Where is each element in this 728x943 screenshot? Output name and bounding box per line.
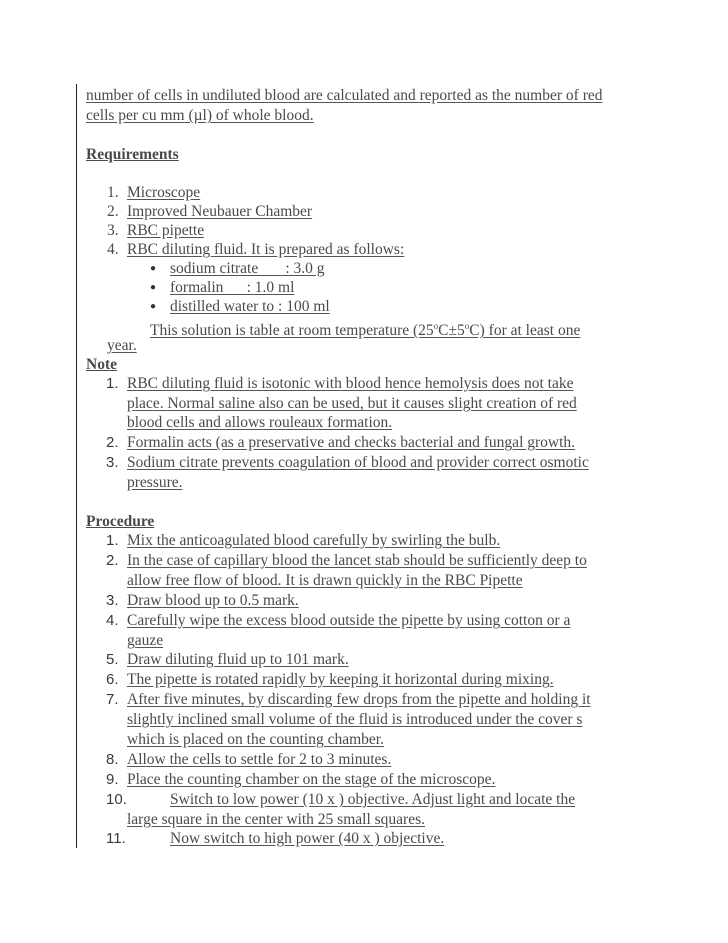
procedure-step: [106, 671, 554, 689]
procedure-step: [106, 612, 570, 630]
stability-text-a: This solution is table at room temperature (25: [150, 322, 434, 340]
bullet-text: distilled water to : 100 ml: [170, 298, 330, 315]
procedure-step-text: After five minutes, by discarding few drops from the pipette and holding it: [127, 691, 591, 708]
note-item: [106, 375, 573, 393]
note-item-text: blood cells and allows rouleaux formation.: [127, 414, 393, 431]
procedure-step-text: Draw diluting fluid up to 101 mark.: [127, 651, 349, 668]
bullet-item: [150, 298, 330, 316]
requirements-item-number: 3.: [107, 222, 119, 239]
requirements-item: [107, 184, 200, 202]
note-item-number: 3.: [106, 454, 119, 471]
bullet-text: formalin : 1.0 ml: [170, 279, 295, 296]
procedure-step-text: large square in the center with 25 small squares.: [127, 811, 425, 828]
procedure-step-number: 7.: [106, 691, 119, 708]
procedure-step-number: 3.: [106, 592, 119, 609]
bullet-text: sodium citrate : 3.0 g: [170, 260, 325, 277]
procedure-step-text: which is placed on the counting chamber.: [127, 731, 384, 748]
procedure-step-number: 1.: [106, 532, 119, 549]
requirements-item-number: 4.: [107, 241, 119, 258]
stability-text-b: C±5: [438, 322, 465, 340]
procedure-step-text: Allow the cells to settle for 2 to 3 minutes.: [127, 751, 392, 768]
procedure-step-text: The pipette is rotated rapidly by keeping it horizontal during mixing.: [127, 671, 554, 688]
procedure-step-text: Switch to low power (10 x ) objective. Adjust light and locate the: [170, 791, 576, 808]
procedure-step-number: 10.: [106, 791, 127, 808]
procedure-step: [106, 532, 500, 550]
stability-continuation: year.: [107, 337, 137, 354]
note-item-text: RBC diluting fluid is isotonic with blood hence hemolysis does not take: [127, 375, 574, 392]
procedure-step-text: slightly inclined small volume of the fluid is introduced under the cover s: [127, 711, 583, 728]
note-item: [106, 454, 589, 472]
requirements-item: [107, 241, 404, 259]
procedure-step: [106, 651, 349, 669]
procedure-step-text: Carefully wipe the excess blood outside the pipette by using cotton or a: [127, 612, 571, 629]
note-item-text: Sodium citrate prevents coagulation of blood and provider correct osmotic: [127, 454, 589, 471]
intro-line-2: cells per cu mm (µl) of whole blood.: [86, 107, 314, 124]
procedure-step-text: Draw blood up to 0.5 mark.: [127, 592, 299, 609]
bullet-icon: ●: [150, 263, 157, 274]
degree-mark: o: [464, 321, 470, 331]
procedure-step-text: gauze: [127, 632, 164, 649]
note-item-text: pressure.: [127, 474, 183, 491]
procedure-step: [106, 791, 575, 809]
bullet-item: [150, 279, 294, 297]
note-item-text: place. Normal saline also can be used, but it causes slight creation of red: [127, 395, 577, 412]
requirements-item: [107, 203, 312, 221]
procedure-step-text: Mix the anticoagulated blood carefully by swirling the bulb.: [127, 532, 501, 549]
degree-mark: o: [433, 321, 439, 331]
procedure-step-number: 11.: [106, 830, 126, 847]
procedure-step-number: 9.: [106, 771, 119, 788]
bullet-icon: ●: [150, 301, 157, 312]
requirements-item-text: Improved Neubauer Chamber: [127, 203, 313, 220]
procedure-step: [106, 552, 587, 570]
stability-line: [150, 317, 580, 340]
procedure-step-text: Now switch to high power (40 x ) objective.: [170, 830, 445, 847]
bullet-icon: ●: [150, 282, 157, 293]
note-item-text: Formalin acts (as a preservative and checks bacterial and fungal growth.: [127, 434, 576, 451]
procedure-step-number: 6.: [106, 671, 119, 688]
note-item: [106, 434, 575, 452]
procedure-step: [106, 830, 444, 848]
procedure-step-number: 2.: [106, 552, 119, 569]
procedure-step-text: In the case of capillary blood the lancet stab should be sufficiently deep to: [127, 552, 587, 569]
note-heading: Note: [86, 356, 117, 373]
procedure-step-number: 5.: [106, 651, 119, 668]
requirements-item-number: 2.: [107, 203, 119, 220]
requirements-item-text: Microscope: [127, 184, 201, 201]
bullet-item: [150, 260, 325, 278]
requirements-item-number: 1.: [107, 184, 119, 201]
procedure-step: [106, 691, 591, 709]
intro-line-1: number of cells in undiluted blood are calculated and reported as the number of red: [86, 87, 603, 104]
left-margin-rule: [76, 84, 77, 848]
procedure-step-number: 4.: [106, 612, 119, 629]
procedure-step-text: allow free flow of blood. It is drawn quickly in the RBC Pipette: [127, 572, 523, 589]
procedure-step: [106, 751, 391, 769]
procedure-step: [106, 771, 495, 789]
procedure-step-text: Place the counting chamber on the stage of the microscope.: [127, 771, 496, 788]
stability-text-c: C) for at least one: [469, 322, 581, 340]
procedure-step-number: 8.: [106, 751, 119, 768]
requirements-heading: Requirements: [86, 146, 179, 163]
note-item-number: 1.: [106, 375, 119, 392]
procedure-heading: Procedure: [86, 513, 155, 530]
procedure-step: [106, 592, 299, 610]
requirements-item-text: RBC pipette: [127, 222, 205, 239]
requirements-item-text: RBC diluting fluid. It is prepared as follows:: [127, 241, 405, 258]
requirements-item: [107, 222, 204, 240]
note-item-number: 2.: [106, 434, 119, 451]
